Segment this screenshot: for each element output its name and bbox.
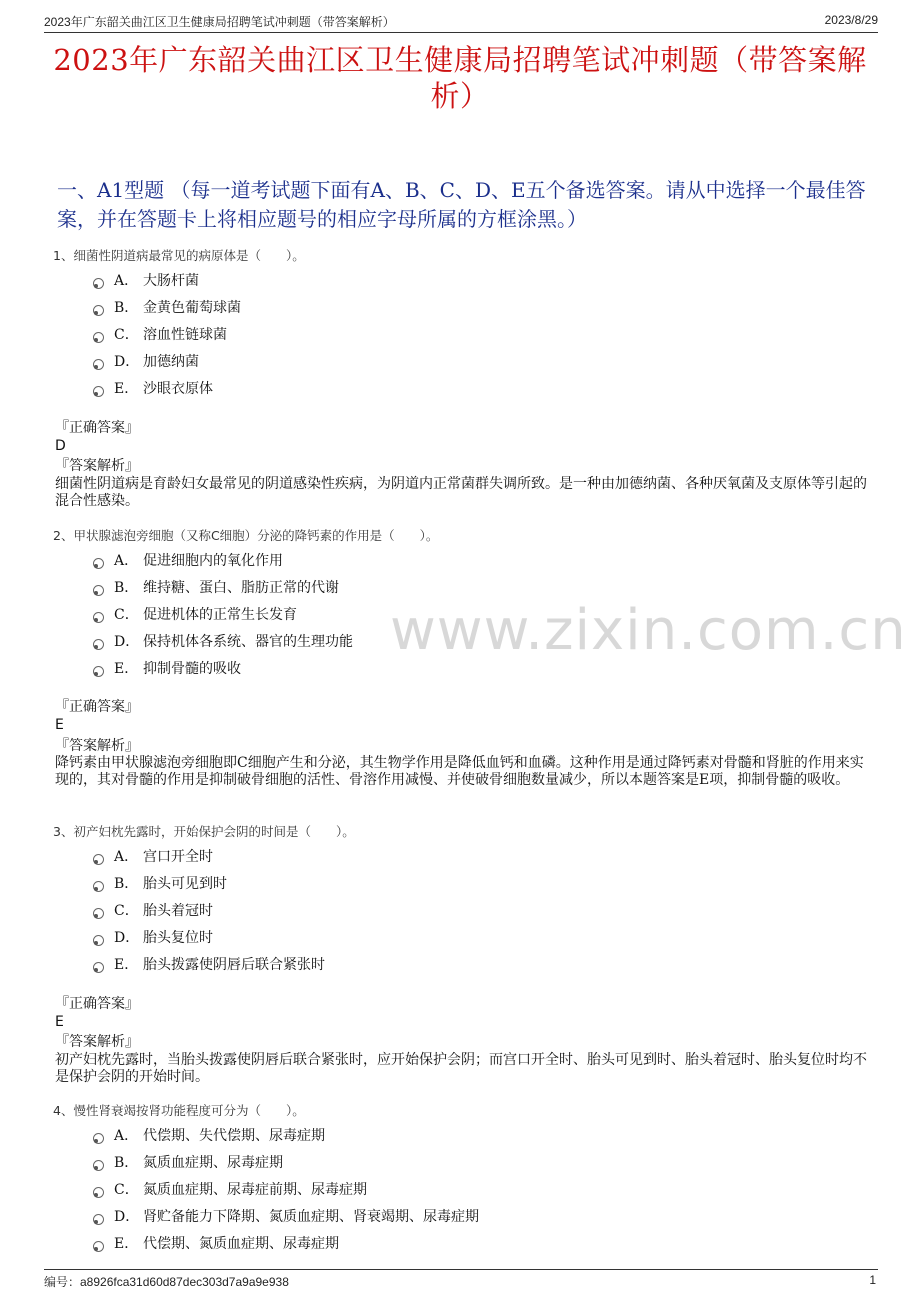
watermark: www.zixin.com.cn xyxy=(390,598,907,663)
option-letter: C． xyxy=(114,327,139,343)
question-stem: 3、初产妇枕先露时，开始保护会阴的时间是（ ）。 xyxy=(53,824,355,839)
option-c[interactable] xyxy=(53,604,868,631)
option-text: 维持糖、蛋白、脂肪正常的代谢 xyxy=(143,580,339,596)
radio-icon[interactable] xyxy=(93,332,104,343)
option-d[interactable] xyxy=(53,927,868,954)
option-text: 胎头拨露使阴唇后联合紧张时 xyxy=(143,957,325,973)
option-text: 促进细胞内的氧化作用 xyxy=(143,553,283,569)
option-letter: A． xyxy=(114,1128,139,1144)
radio-icon[interactable] xyxy=(93,359,104,370)
option-b[interactable] xyxy=(53,1152,868,1179)
option-letter: B． xyxy=(114,580,139,596)
option-text: 代偿期、氮质血症期、尿毒症期 xyxy=(143,1236,339,1252)
option-letter: D． xyxy=(114,1209,140,1225)
option-letter: A． xyxy=(114,849,139,865)
option-letter: D． xyxy=(114,930,140,946)
correct-answer-label: 『正确答案』 xyxy=(55,996,139,1012)
radio-icon[interactable] xyxy=(93,881,104,892)
explanation-label: 『答案解析』 xyxy=(55,458,139,474)
question-stem: 1、细菌性阴道病最常见的病原体是（ ）。 xyxy=(53,248,305,263)
option-text: 保持机体各系统、器官的生理功能 xyxy=(143,634,353,650)
question-stem: 4、慢性肾衰竭按肾功能程度可分为（ ）。 xyxy=(53,1103,305,1118)
option-text: 大肠杆菌 xyxy=(143,273,199,289)
option-letter: E． xyxy=(114,957,139,973)
radio-icon[interactable] xyxy=(93,666,104,677)
option-letter: B． xyxy=(114,876,139,892)
option-a[interactable] xyxy=(53,550,868,577)
radio-icon[interactable] xyxy=(93,1187,104,1198)
correct-answer-value: E xyxy=(55,1014,64,1030)
radio-icon[interactable] xyxy=(93,908,104,919)
radio-icon[interactable] xyxy=(93,585,104,596)
explanation-label: 『答案解析』 xyxy=(55,738,139,754)
explanation-text: 初产妇枕先露时，当胎头拨露使阴唇后联合紧张时，应开始保护会阴；而宫口开全时、胎头可见到时、胎头着冠时、胎头复位时均不是保护会阴的开始时间。 xyxy=(55,1052,867,1085)
option-text: 促进机体的正常生长发育 xyxy=(143,607,297,623)
option-letter: B． xyxy=(114,1155,139,1171)
correct-answer-label: 『正确答案』 xyxy=(55,420,139,436)
question-3 xyxy=(53,824,868,981)
radio-icon[interactable] xyxy=(93,1133,104,1144)
page-number: 1 xyxy=(869,1273,876,1287)
option-letter: A． xyxy=(114,273,139,289)
option-text: 宫口开全时 xyxy=(143,849,213,865)
option-list xyxy=(53,846,868,981)
radio-icon[interactable] xyxy=(93,962,104,973)
option-text: 沙眼衣原体 xyxy=(143,381,213,397)
option-b[interactable] xyxy=(53,297,868,324)
option-c[interactable] xyxy=(53,900,868,927)
radio-icon[interactable] xyxy=(93,854,104,865)
section-title: 一、A1型题 （每一道考试题下面有A、B、C、D、E五个备选答案。请从中选择一个最佳答案，并在答题卡上将相应题号的相应字母所属的方框涂黑。） xyxy=(57,178,866,231)
option-a[interactable] xyxy=(53,846,868,873)
question-1 xyxy=(53,248,868,405)
correct-answer-value: E xyxy=(55,717,64,733)
option-letter: E． xyxy=(114,381,139,397)
option-d[interactable] xyxy=(53,351,868,378)
option-letter: D． xyxy=(114,354,140,370)
option-letter: C． xyxy=(114,607,139,623)
option-list xyxy=(53,550,868,685)
document-title xyxy=(40,42,880,114)
page-header xyxy=(44,10,878,33)
radio-icon[interactable] xyxy=(93,305,104,316)
option-letter: B． xyxy=(114,300,139,316)
option-d[interactable] xyxy=(53,1206,868,1233)
radio-icon[interactable] xyxy=(93,278,104,289)
radio-icon[interactable] xyxy=(93,386,104,397)
explanation-label: 『答案解析』 xyxy=(55,1034,139,1050)
option-letter: D． xyxy=(114,634,140,650)
radio-icon[interactable] xyxy=(93,558,104,569)
option-letter: C． xyxy=(114,903,139,919)
radio-icon[interactable] xyxy=(93,1241,104,1252)
option-e[interactable] xyxy=(53,658,868,685)
option-letter: A． xyxy=(114,553,139,569)
option-text: 溶血性链球菌 xyxy=(143,327,227,343)
document-title-line1: 2023年广东韶关曲江区卫生健康局招聘笔试冲刺题（带答案解 xyxy=(53,43,867,77)
radio-icon[interactable] xyxy=(93,612,104,623)
option-e[interactable] xyxy=(53,1233,868,1260)
option-letter: E． xyxy=(114,661,139,677)
header-date: 2023/8/29 xyxy=(824,13,878,27)
correct-answer-value: D xyxy=(55,438,66,454)
radio-icon[interactable] xyxy=(93,639,104,650)
option-text: 氮质血症期、尿毒症前期、尿毒症期 xyxy=(143,1182,367,1198)
option-text: 胎头着冠时 xyxy=(143,903,213,919)
option-c[interactable] xyxy=(53,324,868,351)
page-footer xyxy=(44,1269,878,1290)
radio-icon[interactable] xyxy=(93,1160,104,1171)
question-2 xyxy=(53,528,868,685)
header-doc-name: 2023年广东韶关曲江区卫生健康局招聘笔试冲刺题（带答案解析） xyxy=(44,15,395,29)
question-stem: 2、甲状腺滤泡旁细胞（又称C细胞）分泌的降钙素的作用是（ ）。 xyxy=(53,528,439,543)
option-a[interactable] xyxy=(53,270,868,297)
radio-icon[interactable] xyxy=(93,1214,104,1225)
option-c[interactable] xyxy=(53,1179,868,1206)
option-list xyxy=(53,270,868,405)
question-4 xyxy=(53,1103,868,1260)
radio-icon[interactable] xyxy=(93,935,104,946)
option-e[interactable] xyxy=(53,954,868,981)
option-e[interactable] xyxy=(53,378,868,405)
option-d[interactable] xyxy=(53,631,868,658)
correct-answer-label: 『正确答案』 xyxy=(55,699,139,715)
option-text: 氮质血症期、尿毒症期 xyxy=(143,1155,283,1171)
option-text: 胎头可见到时 xyxy=(143,876,227,892)
document-id: 编号：a8926fca31d60d87dec303d7a9a9e938 xyxy=(44,1275,289,1289)
option-text: 肾贮备能力下降期、氮质血症期、肾衰竭期、尿毒症期 xyxy=(143,1209,479,1225)
explanation-text: 降钙素由甲状腺滤泡旁细胞即C细胞产生和分泌，其生物学作用是降低血钙和血磷。这种作用是通过降钙素对骨髓和肾脏的作用来实现的，其对骨髓的作用是抑制破骨细胞的活性、骨溶作用减慢、并使破骨细胞数量减少，所以本题答案是E项，抑制骨髓的吸收。 xyxy=(55,755,864,788)
option-b[interactable] xyxy=(53,577,868,604)
option-text: 抑制骨髓的吸收 xyxy=(143,661,241,677)
explanation-text: 细菌性阴道病是育龄妇女最常见的阴道感染性疾病，为阴道内正常菌群失调所致。是一种由加德纳菌、各种厌氧菌及支原体等引起的混合性感染。 xyxy=(55,476,867,509)
option-a[interactable] xyxy=(53,1125,868,1152)
option-list xyxy=(53,1125,868,1260)
option-text: 加德纳菌 xyxy=(143,354,199,370)
option-letter: C． xyxy=(114,1182,139,1198)
option-text: 胎头复位时 xyxy=(143,930,213,946)
option-text: 代偿期、失代偿期、尿毒症期 xyxy=(143,1128,325,1144)
option-letter: E． xyxy=(114,1236,139,1252)
option-b[interactable] xyxy=(53,873,868,900)
option-text: 金黄色葡萄球菌 xyxy=(143,300,241,316)
document-title-line2: 析） xyxy=(430,79,490,113)
